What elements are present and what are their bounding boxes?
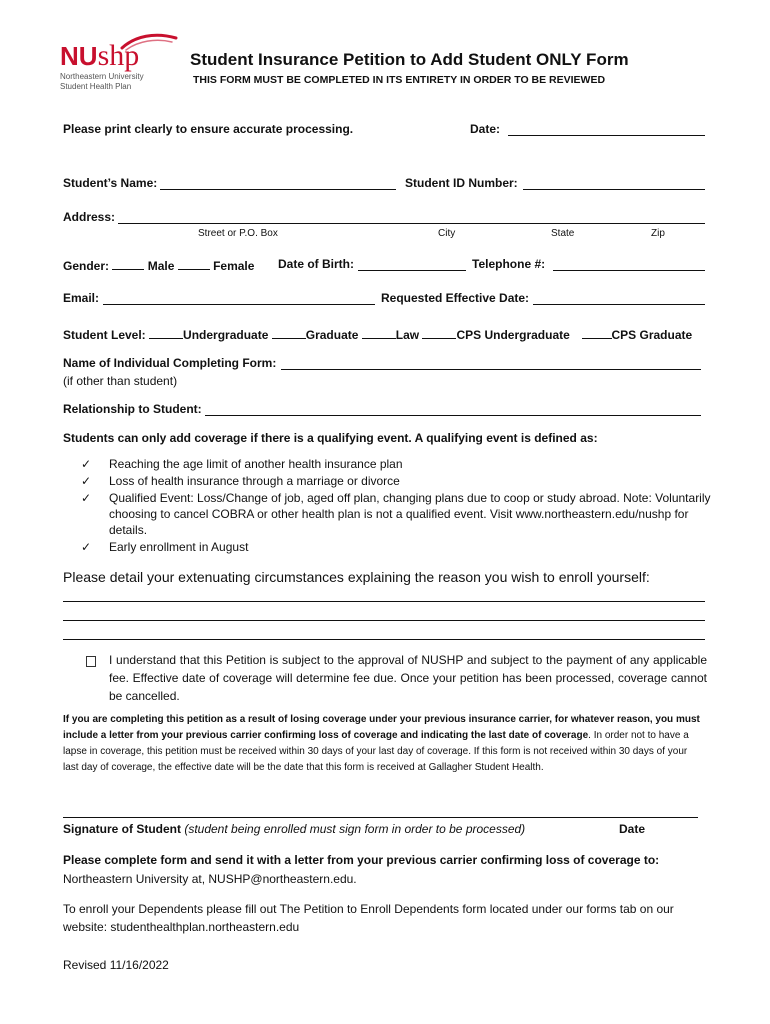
send-instructions: Please complete form and send it with a letter from your previous carrier confirming loss of coverage to: bbox=[63, 853, 660, 867]
req-effective-date-field[interactable] bbox=[533, 304, 705, 305]
telephone-field[interactable] bbox=[553, 270, 705, 271]
student-id-field[interactable] bbox=[523, 189, 705, 190]
signature-field[interactable] bbox=[63, 817, 698, 818]
check-icon: ✓ bbox=[81, 491, 92, 505]
checkbox-icon[interactable] bbox=[86, 656, 96, 667]
gender-female-field[interactable] bbox=[178, 257, 210, 270]
losing-coverage-bold: If you are completing this petition as a result of losing coverage under your previous insurance carrier, for whatever reason, you must include a letter from your previous carrier confirming loss of coverage and indicating the last date of coverage bbox=[63, 714, 700, 741]
signature-note: (student being enrolled must sign form in order to be processed) bbox=[181, 822, 526, 836]
city-sublabel: City bbox=[438, 228, 456, 239]
gender-label: Gender: bbox=[63, 259, 110, 273]
date-label: Date: bbox=[470, 122, 501, 136]
signature-row bbox=[63, 822, 525, 836]
check-icon: ✓ bbox=[81, 540, 92, 554]
extenuating-line-2[interactable] bbox=[63, 620, 705, 621]
signature-date-label: Date bbox=[619, 822, 646, 836]
gender-row bbox=[63, 257, 254, 273]
signature-label: Signature of Student bbox=[63, 822, 181, 836]
list-item: ✓ Early enrollment in August bbox=[81, 540, 249, 554]
law-label: Law bbox=[395, 328, 420, 342]
logo-line2: Student Health Plan bbox=[60, 82, 132, 91]
graduate-label: Graduate bbox=[305, 328, 359, 342]
street-sublabel: Street or P.O. Box bbox=[198, 228, 278, 239]
logo-shp: shp bbox=[97, 39, 140, 72]
email-label: Email: bbox=[63, 291, 100, 305]
cps-graduate-label: CPS Graduate bbox=[611, 328, 693, 342]
print-clearly-note: Please print clearly to ensure accurate processing. bbox=[63, 122, 354, 136]
gender-male-field[interactable] bbox=[112, 257, 144, 270]
graduate-field[interactable] bbox=[272, 326, 306, 339]
qualifying-intro: Students can only add coverage if there is a qualifying event. A qualifying event is defined as: bbox=[63, 431, 598, 445]
extenuating-line-1[interactable] bbox=[63, 601, 705, 602]
dependents-note: To enroll your Dependents please fill out The Petition to Enroll Dependents form located under our forms tab on our website: studenthealthplan.northeastern.edu bbox=[63, 902, 674, 934]
undergraduate-field[interactable] bbox=[149, 326, 183, 339]
send-email: Northeastern University at, NUSHP@northeastern.edu. bbox=[63, 872, 357, 886]
extenuating-line-3[interactable] bbox=[63, 639, 705, 640]
undergraduate-label: Undergraduate bbox=[183, 328, 269, 342]
dob-field[interactable] bbox=[358, 270, 466, 271]
relationship-field[interactable] bbox=[205, 415, 701, 416]
revised-date: Revised 11/16/2022 bbox=[63, 958, 169, 972]
list-item: ✓ Qualified Event: Loss/Change of job, aged off plan, changing plans due to coop or study abroad. Note: Voluntarily choosing to cancel COBRA or other health plan is not a qualified event. Visit www.northeastern.edu/nushp for details. bbox=[81, 491, 711, 537]
student-level-row bbox=[63, 326, 692, 342]
req-effective-date-label: Requested Effective Date: bbox=[381, 291, 530, 305]
state-sublabel: State bbox=[551, 228, 575, 239]
check-icon: ✓ bbox=[81, 457, 92, 471]
law-field[interactable] bbox=[362, 326, 396, 339]
email-field[interactable] bbox=[103, 304, 375, 305]
page-title: Student Insurance Petition to Add Student ONLY Form bbox=[190, 50, 629, 69]
relationship-label: Relationship to Student: bbox=[63, 402, 202, 416]
dob-label: Date of Birth: bbox=[278, 257, 354, 271]
cps-undergraduate-field[interactable] bbox=[422, 326, 456, 339]
page-subtitle: THIS FORM MUST BE COMPLETED IN ITS ENTIRETY IN ORDER TO BE REVIEWED bbox=[193, 74, 606, 86]
acknowledge-text: I understand that this Petition is subject to the approval of NUSHP and subject to the payment of any applicable fee. Effective date of coverage will determine fee due. Once your petition has been processed, coverage cannot be cancelled. bbox=[109, 653, 707, 703]
check-icon: ✓ bbox=[81, 474, 92, 488]
female-label: Female bbox=[213, 259, 255, 273]
student-name-label: Student’s Name: bbox=[63, 176, 158, 190]
student-id-label: Student ID Number: bbox=[405, 176, 518, 190]
student-name-field[interactable] bbox=[160, 189, 396, 190]
name-completing-label: Name of Individual Completing Form: bbox=[63, 356, 277, 370]
list-item: ✓ Reaching the age limit of another health insurance plan bbox=[81, 457, 403, 471]
date-field[interactable] bbox=[508, 135, 705, 136]
address-field[interactable] bbox=[118, 223, 705, 224]
logo-line1: Northeastern University bbox=[60, 72, 144, 81]
logo-nu: NU bbox=[60, 41, 98, 71]
male-label: Male bbox=[147, 259, 175, 273]
list-item: ✓ Loss of health insurance through a marriage or divorce bbox=[81, 474, 400, 488]
cps-undergraduate-label: CPS Undergraduate bbox=[456, 328, 570, 342]
address-label: Address: bbox=[63, 210, 116, 224]
losing-coverage-note bbox=[63, 712, 703, 776]
if-other-note: (if other than student) bbox=[63, 374, 178, 388]
cps-graduate-field[interactable] bbox=[582, 326, 612, 339]
telephone-label: Telephone #: bbox=[472, 257, 546, 271]
name-completing-field[interactable] bbox=[281, 369, 701, 370]
extenuating-prompt: Please detail your extenuating circumstances explaining the reason you wish to enroll yourself: bbox=[63, 569, 650, 585]
losing-coverage-rest: . In order not to have a lapse in coverage, this petition must be received within 30 days of your last day of coverage. If this form is not received within 30 days of your last day of coverage, the effective date will be the date that this form is received at Gallagher Student Health. bbox=[63, 730, 689, 773]
qualifying-list bbox=[81, 456, 721, 556]
logo bbox=[60, 30, 165, 92]
student-level-label: Student Level: bbox=[63, 328, 146, 342]
zip-sublabel: Zip bbox=[651, 228, 665, 239]
